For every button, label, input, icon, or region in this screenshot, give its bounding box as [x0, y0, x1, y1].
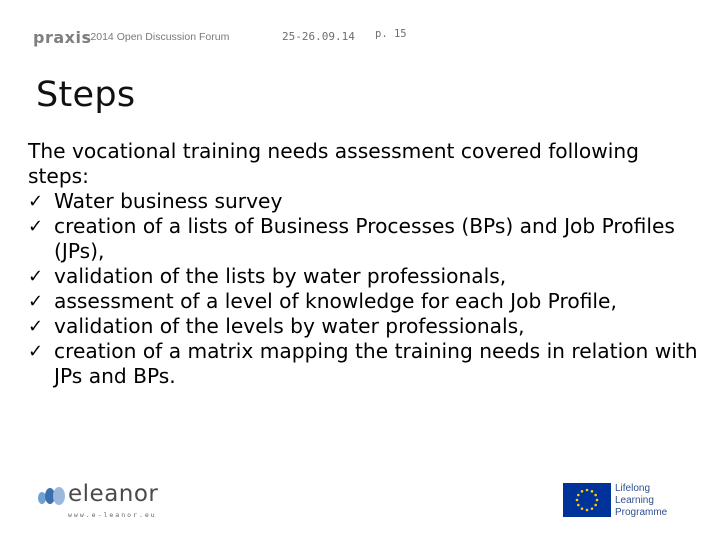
eleanor-wordmark: eleanor	[68, 481, 159, 507]
eu-star	[594, 494, 597, 497]
step-item	[28, 289, 700, 314]
llp-line: Programme	[615, 507, 668, 518]
steps-list	[28, 189, 700, 389]
step-text: creation of a matrix mapping the training needs in relation with JPs and BPs.	[54, 339, 698, 388]
llp-logo	[563, 483, 693, 525]
eu-star	[586, 509, 589, 512]
checkmark-icon: ✓	[28, 341, 44, 362]
checkmark-icon: ✓	[28, 216, 44, 237]
step-item	[28, 339, 700, 389]
step-text: validation of the lists by water professionals,	[54, 264, 507, 288]
eu-star	[591, 490, 594, 493]
step-item	[28, 189, 700, 214]
step-text: validation of the levels by water professionals,	[54, 314, 525, 338]
slide-header	[0, 0, 720, 60]
llp-label	[615, 483, 667, 519]
llp-line: Lifelong	[615, 483, 651, 494]
eleanor-drop-icon	[36, 485, 66, 507]
eleanor-url: www.e-leanor.eu	[68, 511, 157, 519]
step-text: creation of a lists of Business Processes (BPs) and Job Profiles (JPs),	[54, 214, 675, 263]
step-text: Water business survey	[54, 189, 283, 213]
slide-body	[28, 139, 700, 389]
checkmark-icon: ✓	[28, 291, 44, 312]
eu-star	[581, 507, 584, 510]
eu-star	[586, 489, 589, 492]
page-number: p. 15	[375, 28, 407, 40]
checkmark-icon: ✓	[28, 316, 44, 337]
checkmark-icon: ✓	[28, 266, 44, 287]
slide-title: Steps	[36, 75, 136, 115]
eu-star	[577, 504, 580, 507]
eu-star	[581, 490, 584, 493]
eu-star	[576, 499, 579, 502]
step-item	[28, 264, 700, 289]
intro-text: The vocational training needs assessment covered following steps:	[28, 139, 639, 188]
step-item	[28, 214, 700, 264]
eleanor-logo	[36, 481, 186, 525]
date-label: 25-26.09.14	[282, 30, 355, 43]
forum-label: - 2014 Open Discussion Forum	[84, 31, 230, 43]
eu-flag-icon	[563, 483, 611, 517]
eu-star	[577, 494, 580, 497]
checkmark-icon: ✓	[28, 191, 44, 212]
eu-star	[591, 507, 594, 510]
step-item	[28, 314, 700, 339]
step-text: assessment of a level of knowledge for each Job Profile,	[54, 289, 617, 313]
praxis-logo: praxis	[33, 28, 92, 47]
eu-star	[594, 504, 597, 507]
llp-line: Learning	[615, 495, 654, 506]
eu-star	[596, 499, 599, 502]
